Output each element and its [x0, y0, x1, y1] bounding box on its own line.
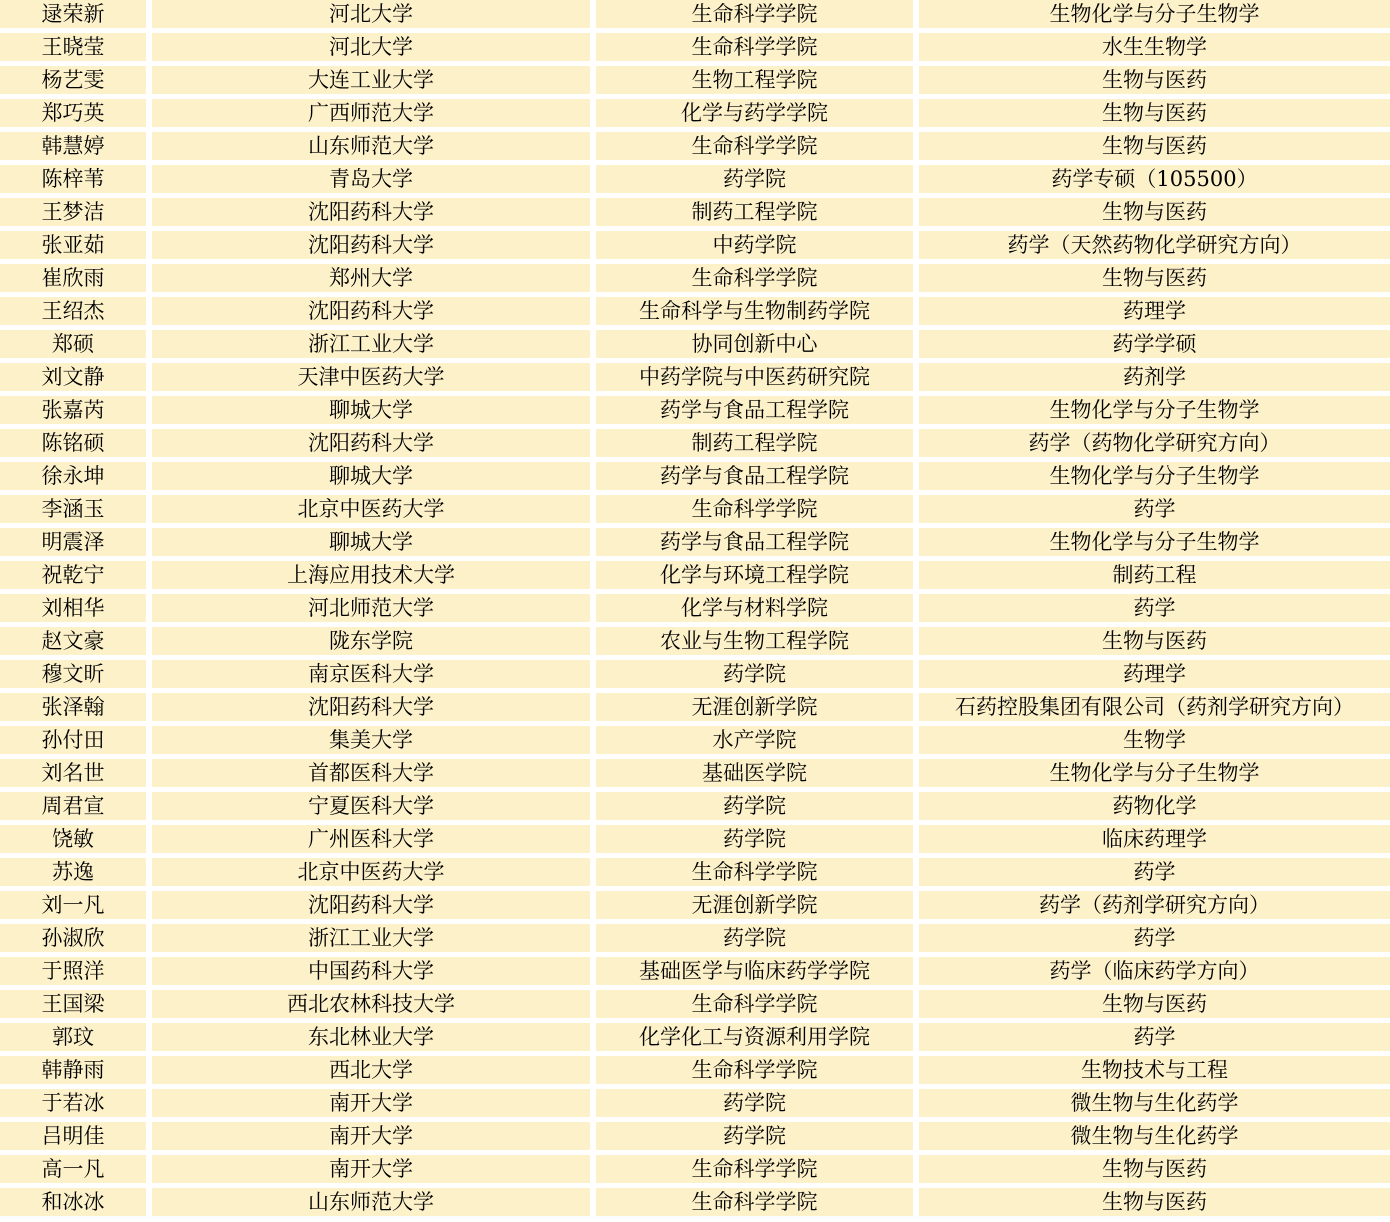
table-cell: 生物与医药	[919, 1155, 1390, 1183]
table-cell: 吕明佳	[0, 1122, 146, 1150]
table-cell: 生命科学学院	[596, 33, 913, 61]
table-cell: 刘一凡	[0, 891, 146, 919]
table-cell: 郭玟	[0, 1023, 146, 1051]
table-cell: 明震泽	[0, 528, 146, 556]
table-cell: 刘文静	[0, 363, 146, 391]
table-cell: 穆文昕	[0, 660, 146, 688]
table-cell: 南开大学	[152, 1089, 590, 1117]
table-cell: 陇东学院	[152, 627, 590, 655]
table-cell: 药物化学	[919, 792, 1390, 820]
table-cell: 南开大学	[152, 1155, 590, 1183]
table-cell: 浙江工业大学	[152, 924, 590, 952]
table-cell: 基础医学与临床药学学院	[596, 957, 913, 985]
table-cell: 沈阳药科大学	[152, 231, 590, 259]
table-cell: 祝乾宁	[0, 561, 146, 589]
table-cell: 广州医科大学	[152, 825, 590, 853]
table-cell: 山东师范大学	[152, 132, 590, 160]
table-cell: 生物与医药	[919, 66, 1390, 94]
table-cell: 陈铭硕	[0, 429, 146, 457]
table-cell: 孙淑欣	[0, 924, 146, 952]
table-cell: 生物与医药	[919, 1188, 1390, 1216]
table-cell: 化学与药学学院	[596, 99, 913, 127]
table-cell: 张嘉芮	[0, 396, 146, 424]
table-cell: 苏逸	[0, 858, 146, 886]
table-cell: 药学院	[596, 924, 913, 952]
table-cell: 水生生物学	[919, 33, 1390, 61]
table-cell: 药学	[919, 1023, 1390, 1051]
table-cell: 药学院	[596, 1089, 913, 1117]
table-cell: 生物化学与分子生物学	[919, 396, 1390, 424]
table-cell: 北京中医药大学	[152, 858, 590, 886]
table-cell: 河北大学	[152, 33, 590, 61]
table-cell: 生物化学与分子生物学	[919, 759, 1390, 787]
table-cell: 赵文豪	[0, 627, 146, 655]
table-cell: 生物学	[919, 726, 1390, 754]
table-cell: 饶敏	[0, 825, 146, 853]
table-cell: 韩慧婷	[0, 132, 146, 160]
table-cell: 药学（药剂学研究方向）	[919, 891, 1390, 919]
table-cell: 张泽翰	[0, 693, 146, 721]
table-cell: 药学与食品工程学院	[596, 396, 913, 424]
table-cell: 生命科学学院	[596, 858, 913, 886]
table-cell: 崔欣雨	[0, 264, 146, 292]
table-cell: 刘名世	[0, 759, 146, 787]
table-cell: 药学	[919, 924, 1390, 952]
table-cell: 徐永坤	[0, 462, 146, 490]
table-cell: 山东师范大学	[152, 1188, 590, 1216]
table-cell: 东北林业大学	[152, 1023, 590, 1051]
table-cell: 中药学院与中医药研究院	[596, 363, 913, 391]
table-cell: 水产学院	[596, 726, 913, 754]
table-cell: 张亚茹	[0, 231, 146, 259]
table-cell: 生命科学学院	[596, 1188, 913, 1216]
table-cell: 石药控股集团有限公司（药剂学研究方向）	[919, 693, 1390, 721]
table-cell: 协同创新中心	[596, 330, 913, 358]
table-cell: 聊城大学	[152, 528, 590, 556]
table-cell: 广西师范大学	[152, 99, 590, 127]
table-cell: 郑州大学	[152, 264, 590, 292]
table-cell: 药学	[919, 495, 1390, 523]
table-cell: 河北大学	[152, 0, 590, 28]
table-cell: 化学与环境工程学院	[596, 561, 913, 589]
table-cell: 生命科学学院	[596, 1155, 913, 1183]
table-cell: 郑巧英	[0, 99, 146, 127]
table-cell: 河北师范大学	[152, 594, 590, 622]
table-cell: 南京医科大学	[152, 660, 590, 688]
table-cell: 青岛大学	[152, 165, 590, 193]
table-cell: 生物与医药	[919, 132, 1390, 160]
table-cell: 生物与医药	[919, 198, 1390, 226]
table-cell: 生命科学学院	[596, 132, 913, 160]
table-cell: 药理学	[919, 660, 1390, 688]
table-cell: 中国药科大学	[152, 957, 590, 985]
table-cell: 药学与食品工程学院	[596, 528, 913, 556]
table-cell: 无涯创新学院	[596, 693, 913, 721]
table-cell: 聊城大学	[152, 462, 590, 490]
table-cell: 韩静雨	[0, 1056, 146, 1084]
table-cell: 生命科学与生物制药学院	[596, 297, 913, 325]
table-cell: 药学院	[596, 165, 913, 193]
table-cell: 生物化学与分子生物学	[919, 462, 1390, 490]
table-cell: 药剂学	[919, 363, 1390, 391]
table-cell: 和冰冰	[0, 1188, 146, 1216]
table-cell: 微生物与生化药学	[919, 1089, 1390, 1117]
table-cell: 生命科学学院	[596, 990, 913, 1018]
table-cell: 药学（临床药学方向）	[919, 957, 1390, 985]
table-cell: 生命科学学院	[596, 1056, 913, 1084]
table-cell: 王国梁	[0, 990, 146, 1018]
table-cell: 沈阳药科大学	[152, 198, 590, 226]
table-cell: 西北农林科技大学	[152, 990, 590, 1018]
table-cell: 上海应用技术大学	[152, 561, 590, 589]
table-cell: 陈梓苇	[0, 165, 146, 193]
table-cell: 杨艺雯	[0, 66, 146, 94]
table-cell: 沈阳药科大学	[152, 693, 590, 721]
table-cell: 西北大学	[152, 1056, 590, 1084]
table-cell: 王绍杰	[0, 297, 146, 325]
table-cell: 药学院	[596, 1122, 913, 1150]
table-cell: 李涵玉	[0, 495, 146, 523]
table-cell: 化学与材料学院	[596, 594, 913, 622]
table-cell: 首都医科大学	[152, 759, 590, 787]
table-cell: 于若冰	[0, 1089, 146, 1117]
table-cell: 农业与生物工程学院	[596, 627, 913, 655]
table-cell: 逯荣新	[0, 0, 146, 28]
table-cell: 沈阳药科大学	[152, 429, 590, 457]
table-cell: 生物与医药	[919, 264, 1390, 292]
table-cell: 微生物与生化药学	[919, 1122, 1390, 1150]
table-cell: 药理学	[919, 297, 1390, 325]
table-cell: 制药工程学院	[596, 198, 913, 226]
table-cell: 集美大学	[152, 726, 590, 754]
table-cell: 生命科学学院	[596, 495, 913, 523]
table-cell: 药学（天然药物化学研究方向）	[919, 231, 1390, 259]
table-cell: 中药学院	[596, 231, 913, 259]
table-cell: 生物技术与工程	[919, 1056, 1390, 1084]
table-cell: 基础医学院	[596, 759, 913, 787]
table-cell: 生物化学与分子生物学	[919, 528, 1390, 556]
table-cell: 药学	[919, 858, 1390, 886]
table-cell: 宁夏医科大学	[152, 792, 590, 820]
table-cell: 生物化学与分子生物学	[919, 0, 1390, 28]
table-cell: 北京中医药大学	[152, 495, 590, 523]
table-cell: 制药工程	[919, 561, 1390, 589]
table-cell: 药学（药物化学研究方向）	[919, 429, 1390, 457]
table-cell: 王晓莹	[0, 33, 146, 61]
table-cell: 生命科学学院	[596, 264, 913, 292]
table-cell: 高一凡	[0, 1155, 146, 1183]
table-cell: 大连工业大学	[152, 66, 590, 94]
table-cell: 生物与医药	[919, 990, 1390, 1018]
table-cell: 生物与医药	[919, 627, 1390, 655]
table-cell: 孙付田	[0, 726, 146, 754]
table-cell: 药学与食品工程学院	[596, 462, 913, 490]
table-cell: 药学院	[596, 660, 913, 688]
table-cell: 南开大学	[152, 1122, 590, 1150]
table-cell: 临床药理学	[919, 825, 1390, 853]
table-cell: 药学院	[596, 825, 913, 853]
table-cell: 浙江工业大学	[152, 330, 590, 358]
table-cell: 刘相华	[0, 594, 146, 622]
table-cell: 聊城大学	[152, 396, 590, 424]
table-cell: 生物与医药	[919, 99, 1390, 127]
table-cell: 于照洋	[0, 957, 146, 985]
table-cell: 药学	[919, 594, 1390, 622]
table-cell: 无涯创新学院	[596, 891, 913, 919]
table-cell: 周君宣	[0, 792, 146, 820]
table-cell: 天津中医药大学	[152, 363, 590, 391]
table-cell: 生命科学学院	[596, 0, 913, 28]
table-cell: 制药工程学院	[596, 429, 913, 457]
table-cell: 沈阳药科大学	[152, 891, 590, 919]
table-cell: 化学化工与资源利用学院	[596, 1023, 913, 1051]
table-cell: 药学专硕（105500）	[919, 165, 1390, 193]
table-cell: 王梦洁	[0, 198, 146, 226]
table-cell: 生物工程学院	[596, 66, 913, 94]
table-cell: 药学学硕	[919, 330, 1390, 358]
table-cell: 药学院	[596, 792, 913, 820]
table-cell: 郑硕	[0, 330, 146, 358]
table-cell: 沈阳药科大学	[152, 297, 590, 325]
